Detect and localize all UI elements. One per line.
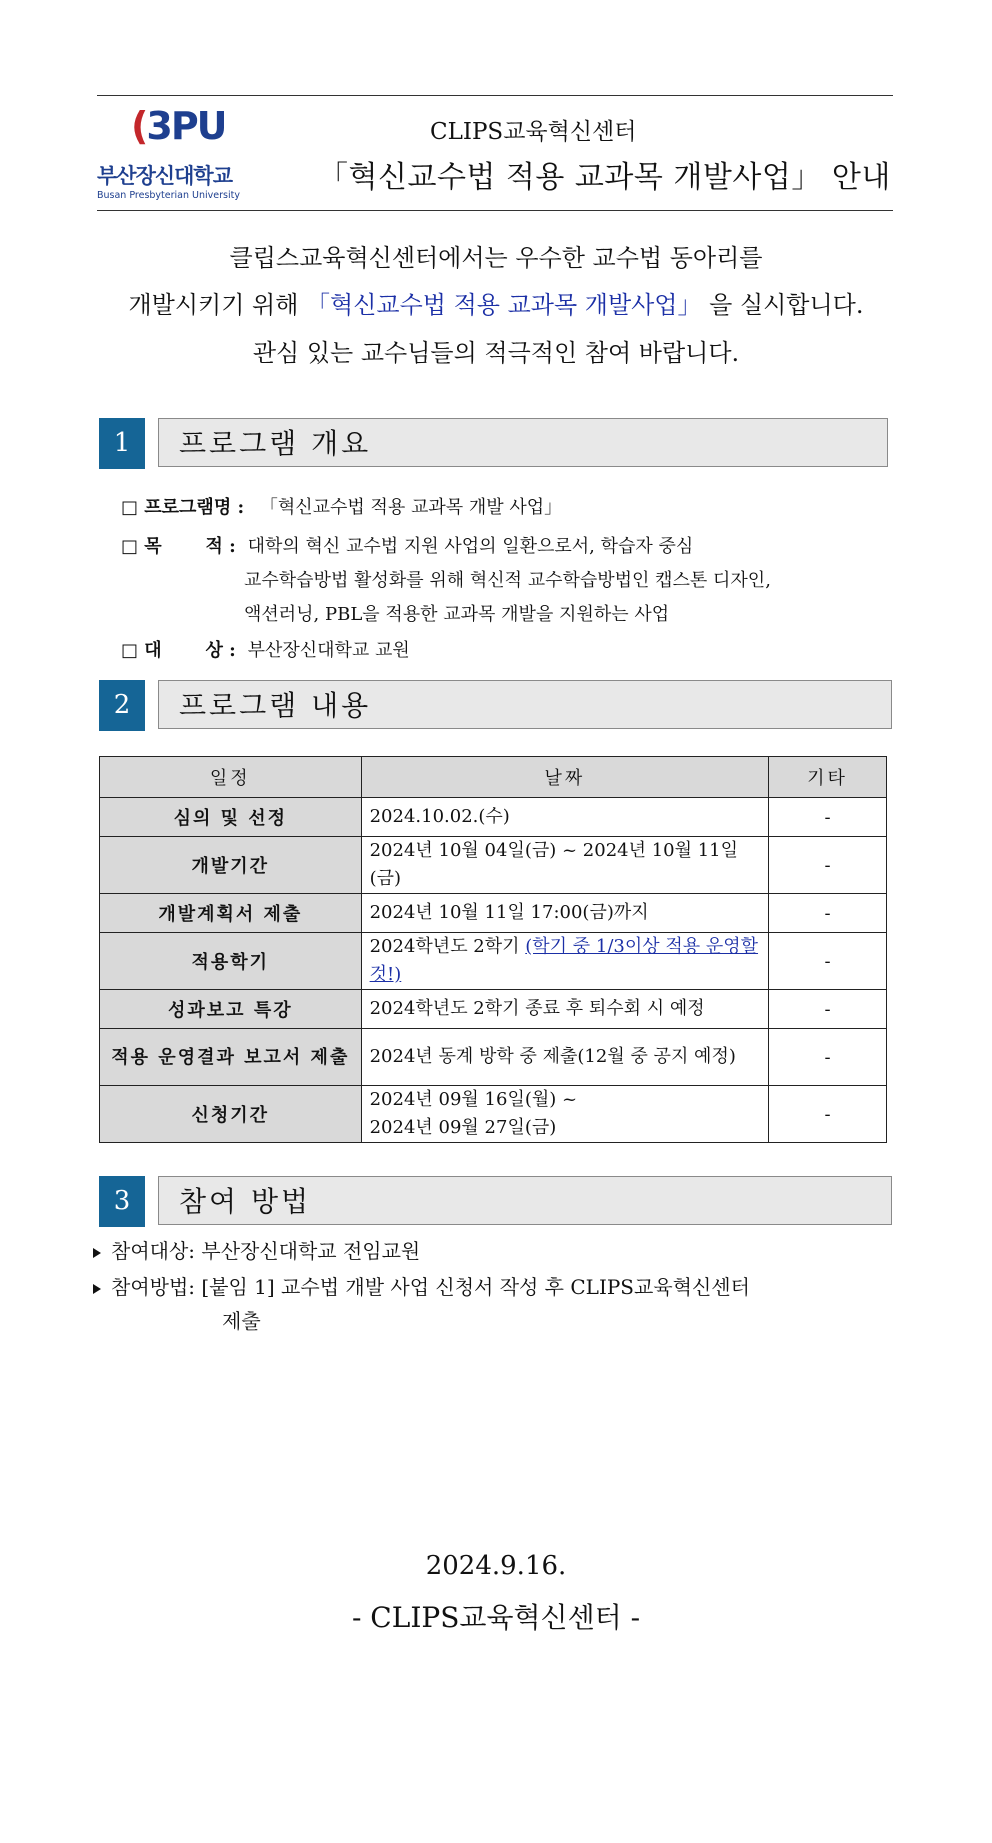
section-3-title: 참여 방법 bbox=[158, 1176, 892, 1225]
participation-method-line-2: 제출 bbox=[222, 1309, 261, 1333]
section-2-title: 프로그램 내용 bbox=[158, 680, 892, 729]
header-top-rule bbox=[97, 95, 893, 96]
target-row: □ 대 상 : 부산장신대학교 교원 bbox=[121, 640, 410, 661]
table-header-row bbox=[100, 757, 887, 798]
logo-name-ko: 부산장신대학교 bbox=[97, 164, 233, 188]
table-row: 적용 운영결과 보고서 제출 2024년 동계 방학 중 제출(12월 중 공지 예정) - bbox=[100, 1029, 887, 1086]
table-row: 개발기간 2024년 10월 04일(금) ~ 2024년 10월 11일 (금) - bbox=[100, 837, 887, 894]
table-header: 일정 bbox=[100, 757, 362, 798]
table-row: 개발계획서 제출 2024년 10월 11일 17:00(금)까지 - bbox=[100, 894, 887, 933]
intro-highlight: 「혁신교수법 적용 교과목 개발사업」 bbox=[306, 291, 702, 319]
intro-line-1: 클립스교육혁신센터에서는 우수한 교수법 동아리를 bbox=[229, 244, 763, 272]
section-1-title: 프로그램 개요 bbox=[158, 418, 888, 467]
table-header: 날짜 bbox=[361, 757, 769, 798]
triangle-bullet-icon bbox=[93, 1248, 101, 1258]
table-row: 성과보고 특강 2024학년도 2학기 종료 후 퇴수회 시 예정 - bbox=[100, 990, 887, 1029]
center-name: CLIPS교육혁신센터 bbox=[430, 119, 637, 145]
section-1-number: 1 bbox=[99, 418, 145, 469]
header-bottom-rule bbox=[97, 210, 893, 211]
intro-line-3: 관심 있는 교수님들의 적극적인 참여 바랍니다. bbox=[252, 339, 740, 367]
logo-name-en: Busan Presbyterian University bbox=[97, 190, 240, 201]
logo-mark: (3PU bbox=[131, 104, 226, 148]
purpose-row: □ 목 적 : 대학의 혁신 교수법 지원 사업의 일환으로서, 학습자 중심 bbox=[121, 536, 694, 557]
issue-date: 2024.9.16. bbox=[425, 1551, 567, 1581]
triangle-bullet-icon bbox=[93, 1284, 101, 1294]
table-row: 적용학기 2024학년도 2학기 (학기 중 1/3이상 적용 운영할 것!) - bbox=[100, 933, 887, 990]
table-header: 기타 bbox=[769, 757, 887, 798]
issuer: - CLIPS교육혁신센터 - bbox=[351, 1601, 641, 1634]
document-title: 「혁신교수법 적용 교과목 개발사업」 안내 bbox=[318, 160, 891, 195]
program-name-row: □ 프로그램명 : 「혁신교수법 적용 교과목 개발 사업」 bbox=[121, 497, 563, 518]
university-logo bbox=[97, 104, 247, 204]
table-row: 신청기간 2024년 09월 16일(월) ~ 2024년 09월 27일(금) - bbox=[100, 1086, 887, 1143]
application-note-link[interactable]: (학기 중 1/3이상 적용 운영할 것!) bbox=[369, 936, 759, 985]
participation-method: 참여방법: [붙임 1] 교수법 개발 사업 신청서 작성 후 CLIPS교육혁신센터 bbox=[93, 1271, 750, 1300]
section-2-number: 2 bbox=[99, 680, 145, 731]
participation-target: 참여대상: 부산장신대학교 전임교원 bbox=[93, 1235, 420, 1264]
schedule-table bbox=[99, 756, 887, 1143]
purpose-line-3: 액션러닝, PBL을 적용한 교과목 개발을 지원하는 사업 bbox=[244, 604, 670, 625]
section-3-number: 3 bbox=[99, 1176, 145, 1227]
purpose-line-2: 교수학습방법 활성화를 위해 혁신적 교수학습방법인 캡스톤 디자인, bbox=[244, 570, 771, 591]
table-row: 심의 및 선정 2024.10.02.(수) - bbox=[100, 798, 887, 837]
intro-line-2: 개발시키기 위해 「혁신교수법 적용 교과목 개발사업」 을 실시합니다. bbox=[128, 291, 864, 319]
